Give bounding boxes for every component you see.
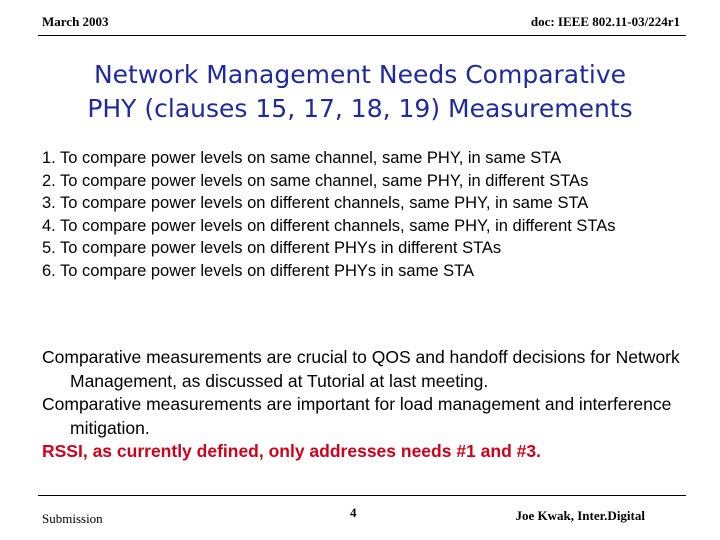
title-line-2: PHY (clauses 15, 17, 18, 19) Measurements — [87, 94, 633, 123]
paragraph-qos: Comparative measurements are crucial to QOS and handoff decisions for Network Management, as discussed at Tutorial at last meeting. — [42, 347, 680, 391]
footer-author: Joe Kwak, Inter.Digital — [515, 508, 645, 523]
list-item: 6. To compare power levels on different PHYs in same STA — [42, 261, 474, 280]
header-doc-id: doc: IEEE 802.11-03/224r1 — [530, 14, 680, 29]
paragraph-rssi-highlight: RSSI, as currently defined, only addresses needs #1 and #3. — [42, 441, 541, 461]
body-text — [42, 346, 692, 464]
list-item: 1. To compare power levels on same channel, same PHY, in same STA — [42, 149, 562, 167]
needs-list — [42, 147, 692, 282]
page-number: 4 — [350, 505, 357, 520]
paragraph-load: Comparative measurements are important for load management and interference mitigation. — [42, 394, 672, 438]
list-item: 5. To compare power levels on different PHYs in different STAs — [42, 239, 502, 257]
list-item: 4. To compare power levels on different channels, same PHY, in different STAs — [42, 216, 616, 235]
footer-submission: Submission — [42, 511, 103, 526]
list-item: 2. To compare power levels on same channel, same PHY, in different STAs — [42, 171, 589, 190]
slide-title — [20, 58, 700, 126]
header-date: March 2003 — [42, 14, 109, 29]
header-divider — [38, 35, 686, 36]
list-item: 3. To compare power levels on different channels, same PHY, in same STA — [42, 194, 589, 212]
title-line-1: Network Management Needs Comparative — [93, 60, 627, 89]
footer-divider — [38, 495, 686, 496]
